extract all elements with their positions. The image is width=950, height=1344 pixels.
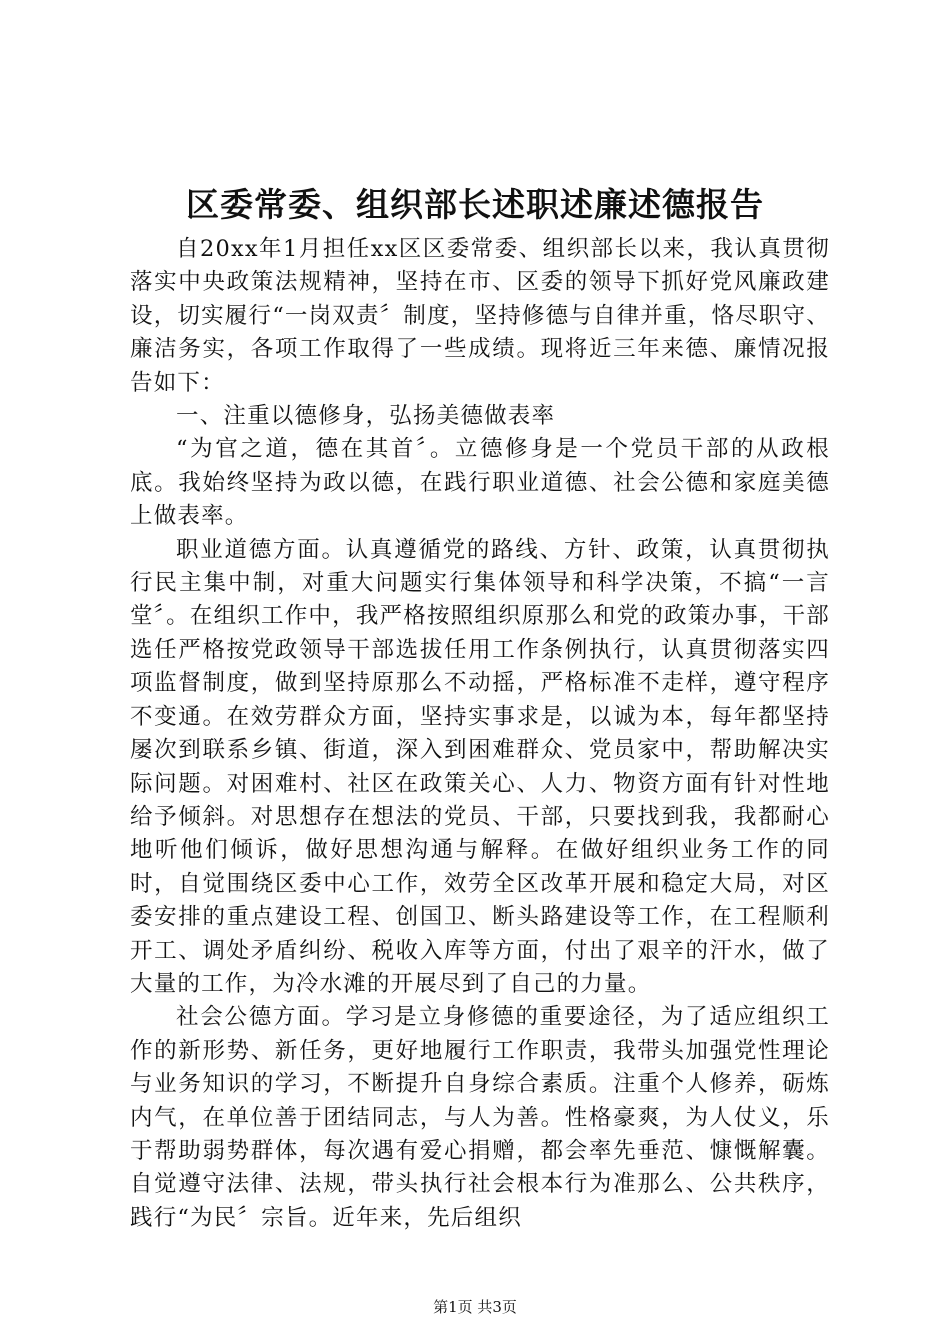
intro-paragraph: 自20xx年1月担任xx区区委常委、组织部长以来，我认真贯彻落实中央政策法规精神，坚持在市、区委的领导下抓好党风廉政建设，切实履行“一岗双责〞制度，坚持修德与自律并重，恪尽职守、廉洁务实，各项工作取得了一些成绩。现将近三年来德、廉情况报告如下： bbox=[130, 236, 831, 396]
section-heading: 一、注重以德修身，弘扬美德做表率 bbox=[176, 403, 556, 430]
page-footer: 第1页 共3页 bbox=[433, 1298, 517, 1316]
body-paragraph: 职业道德方面。认真遵循党的路线、方针、政策，认真贯彻执行民主集中制，对重大问题实行集体领导和科学决策，不搞“一言堂〞。在组织工作中，我严格按照组织原那么和党的政策办事，干部选任严格按党政领导干部选拔任用工作条例执行，认真贯彻落实四项监督制度，做到坚持原那么不动摇，严格标准不走样，遵守程序不变通。在效劳群众方面，坚持实事求是，以诚为本，每年都坚持屡次到联系乡镇、街道，深入到困难群众、党员家中，帮助解决实际问题。对困难村、社区在政策关心、人力、物资方面有针对性地给予倾斜。对思想存在想法的党员、干部，只要找到我，我都耐心地听他们倾诉，做好思想沟通与解释。在做好组织业务工作的同时，自觉围绕区委中心工作，效劳全区改革开展和稳定大局，对区委安排的重点建设工程、创国卫、断头路建设等工作，在工程顺利开工、调处矛盾纠纷、税收入库等方面，付出了艰辛的汗水，做了大量的工作，为冷水滩的开展尽到了自己的力量。 bbox=[130, 536, 830, 997]
document-title: 区委常委、组织部长述职述廉述德报告 bbox=[186, 185, 764, 224]
body-paragraph: “为官之道，德在其首〞。立德修身是一个党员干部的从政根底。我始终坚持为政以德，在践行职业道德、社会公德和家庭美德上做表率。 bbox=[130, 436, 830, 530]
document-body bbox=[130, 233, 830, 1235]
body-paragraph: 社会公德方面。学习是立身修德的重要途径，为了适应组织工作的新形势、新任务，更好地履行工作职责，我带头加强党性理论与业务知识的学习，不断提升自身综合素质。注重个人修养，砺炼内气，在单位善于团结同志，与人为善。性格豪爽，为人仗义，乐于帮助弱势群体，每次遇有爱心捐赠，都会率先垂范、慷慨解囊。自觉遵守法律、法规，带头执行社会根本行为准那么、公共秩序，践行“为民〞宗旨。近年来，先后组织 bbox=[130, 1004, 830, 1231]
